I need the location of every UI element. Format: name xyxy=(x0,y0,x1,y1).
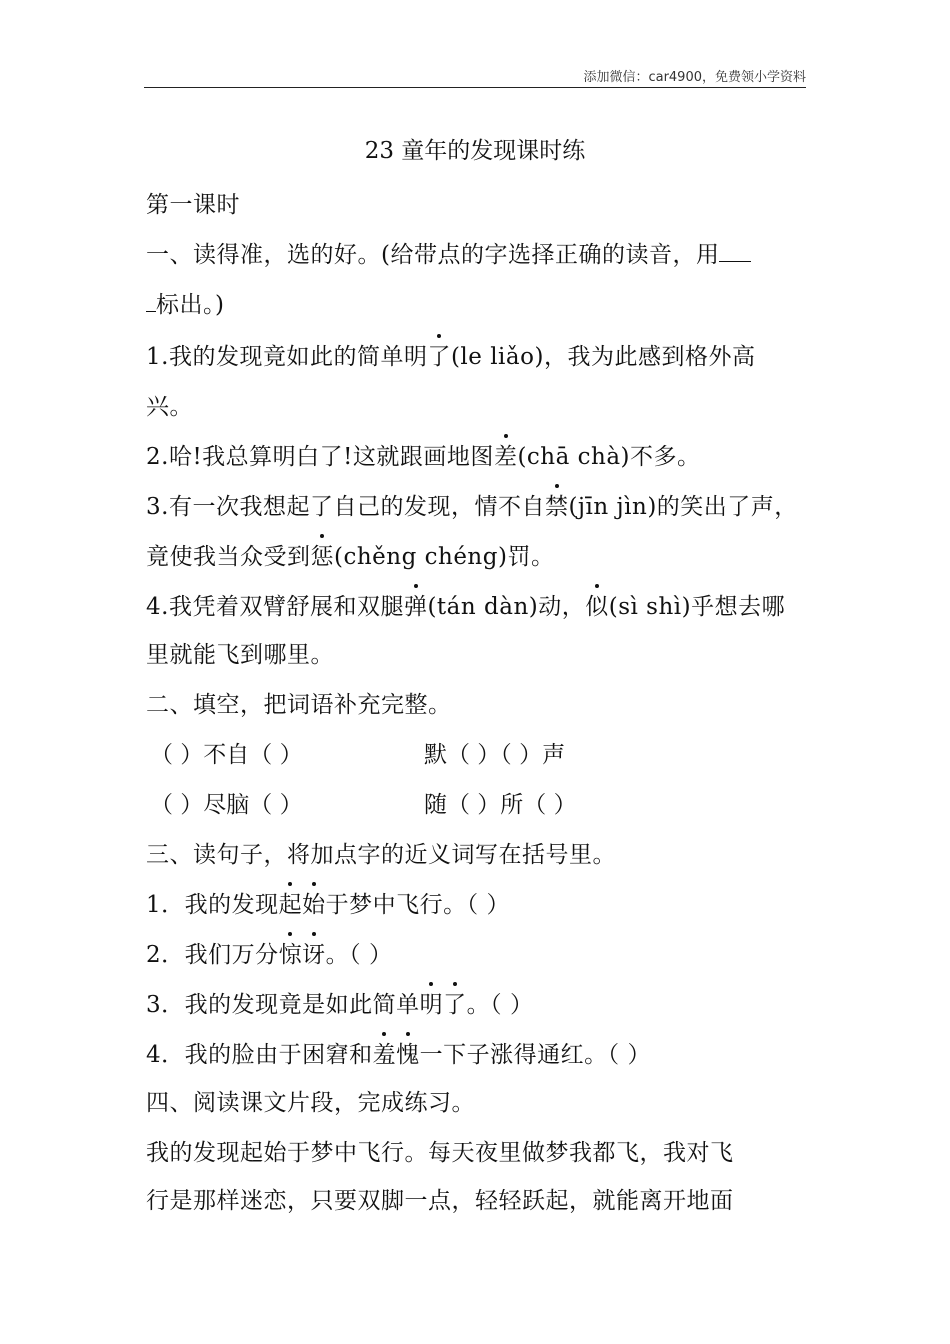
answer-blank-line-cont xyxy=(146,310,156,312)
question-1-text: 1.我的发现竟如此的简单明 xyxy=(146,344,428,370)
question-2-text: 2.哈!我总算明白了!这就跟画地图 xyxy=(146,444,494,470)
section1-heading-text: 一、读得准，选的好。(给带点的字选择正确的读音，用 xyxy=(146,242,720,268)
section1-heading-text-cont: 标出。) xyxy=(156,292,225,318)
question-3-text-cont: 竟使我当众受到 xyxy=(146,544,311,570)
passage-line-2: 行是那样迷恋，只要双脚一点，轻轻跃起，就能离开地面 xyxy=(146,1188,734,1214)
question-3-options: (jīn jìn)的笑出了声， xyxy=(568,494,798,520)
sentence-2-answer[interactable]: 。（ ） xyxy=(325,942,393,968)
sentence-3-answer[interactable]: 。（ ） xyxy=(466,992,534,1018)
dotted-char: 羞 xyxy=(373,1036,397,1069)
fill-blank-3[interactable]: （ ）尽脑（ ） xyxy=(150,792,303,818)
fill-blank-2[interactable]: 默（ ）（ ）声 xyxy=(424,742,566,768)
dotted-char: 讶 xyxy=(302,936,326,969)
section1-heading-cont xyxy=(146,286,224,319)
section1-heading xyxy=(146,236,751,269)
dotted-char: 明 xyxy=(420,986,444,1019)
dotted-char: 起 xyxy=(279,886,303,919)
sentence-4-answer[interactable]: 一下子涨得通红。（ ） xyxy=(419,1042,651,1068)
dotted-char: 禁 xyxy=(545,488,569,521)
question-1 xyxy=(146,338,755,371)
sentence-1 xyxy=(146,886,510,919)
page-title: 23 童年的发现课时练 xyxy=(364,138,586,164)
question-4-options: (tán dàn)动， xyxy=(427,594,586,620)
question-1-cont: 兴。 xyxy=(146,394,193,420)
question-4-cont: 里就能飞到哪里。 xyxy=(146,642,334,668)
sentence-3 xyxy=(146,986,533,1019)
sentence-2-text: 2．我们万分 xyxy=(146,942,279,968)
question-3-text: 3.有一次我想起了自己的发现，情不自 xyxy=(146,494,545,520)
dotted-char: 了 xyxy=(427,338,451,371)
header-note: 添加微信：car4900，免费领小学资料 xyxy=(583,70,806,85)
dotted-char: 始 xyxy=(302,886,326,919)
question-3-cont xyxy=(146,538,554,571)
header-rule xyxy=(144,87,806,88)
dotted-char: 弹 xyxy=(404,588,428,621)
question-4-text: 4.我凭着双臂舒展和双腿 xyxy=(146,594,404,620)
sentence-4-text: 4．我的脸由于困窘和 xyxy=(146,1042,373,1068)
dotted-char: 差 xyxy=(494,438,518,471)
section4-heading: 四、阅读课文片段，完成练习。 xyxy=(146,1090,475,1116)
question-3 xyxy=(146,488,798,521)
dotted-char: 似 xyxy=(585,588,609,621)
section3-heading: 三、读句子，将加点字的近义词写在括号里。 xyxy=(146,842,616,868)
dotted-char: 了 xyxy=(443,986,467,1019)
dotted-char: 惊 xyxy=(279,936,303,969)
section2-heading: 二、填空，把词语补充完整。 xyxy=(146,692,452,718)
sentence-3-text: 3．我的发现竟是如此简单 xyxy=(146,992,420,1018)
question-2 xyxy=(146,438,701,471)
dotted-char: 愧 xyxy=(396,1036,420,1069)
lesson-label: 第一课时 xyxy=(146,192,240,218)
question-2-options: (chā chà)不多。 xyxy=(517,444,701,470)
fill-blank-1[interactable]: （ ）不自（ ） xyxy=(150,742,303,768)
fill-blank-4[interactable]: 随（ ）所（ ） xyxy=(424,792,577,818)
dotted-char: 惩 xyxy=(311,538,335,571)
passage-line-1: 我的发现起始于梦中飞行。每天夜里做梦我都飞，我对飞 xyxy=(146,1140,734,1166)
sentence-1-answer[interactable]: 于梦中飞行。（ ） xyxy=(325,892,510,918)
answer-blank-line xyxy=(719,260,751,262)
sentence-2 xyxy=(146,936,392,969)
question-4 xyxy=(146,588,785,621)
question-3-options-cont: (chěng chéng)罚。 xyxy=(334,544,555,570)
question-1-options: (le liǎo)，我为此感到格外高 xyxy=(450,344,756,370)
sentence-4 xyxy=(146,1036,651,1069)
sentence-1-text: 1．我的发现 xyxy=(146,892,279,918)
question-4-options-2: (sì shì)乎想去哪 xyxy=(608,594,786,620)
